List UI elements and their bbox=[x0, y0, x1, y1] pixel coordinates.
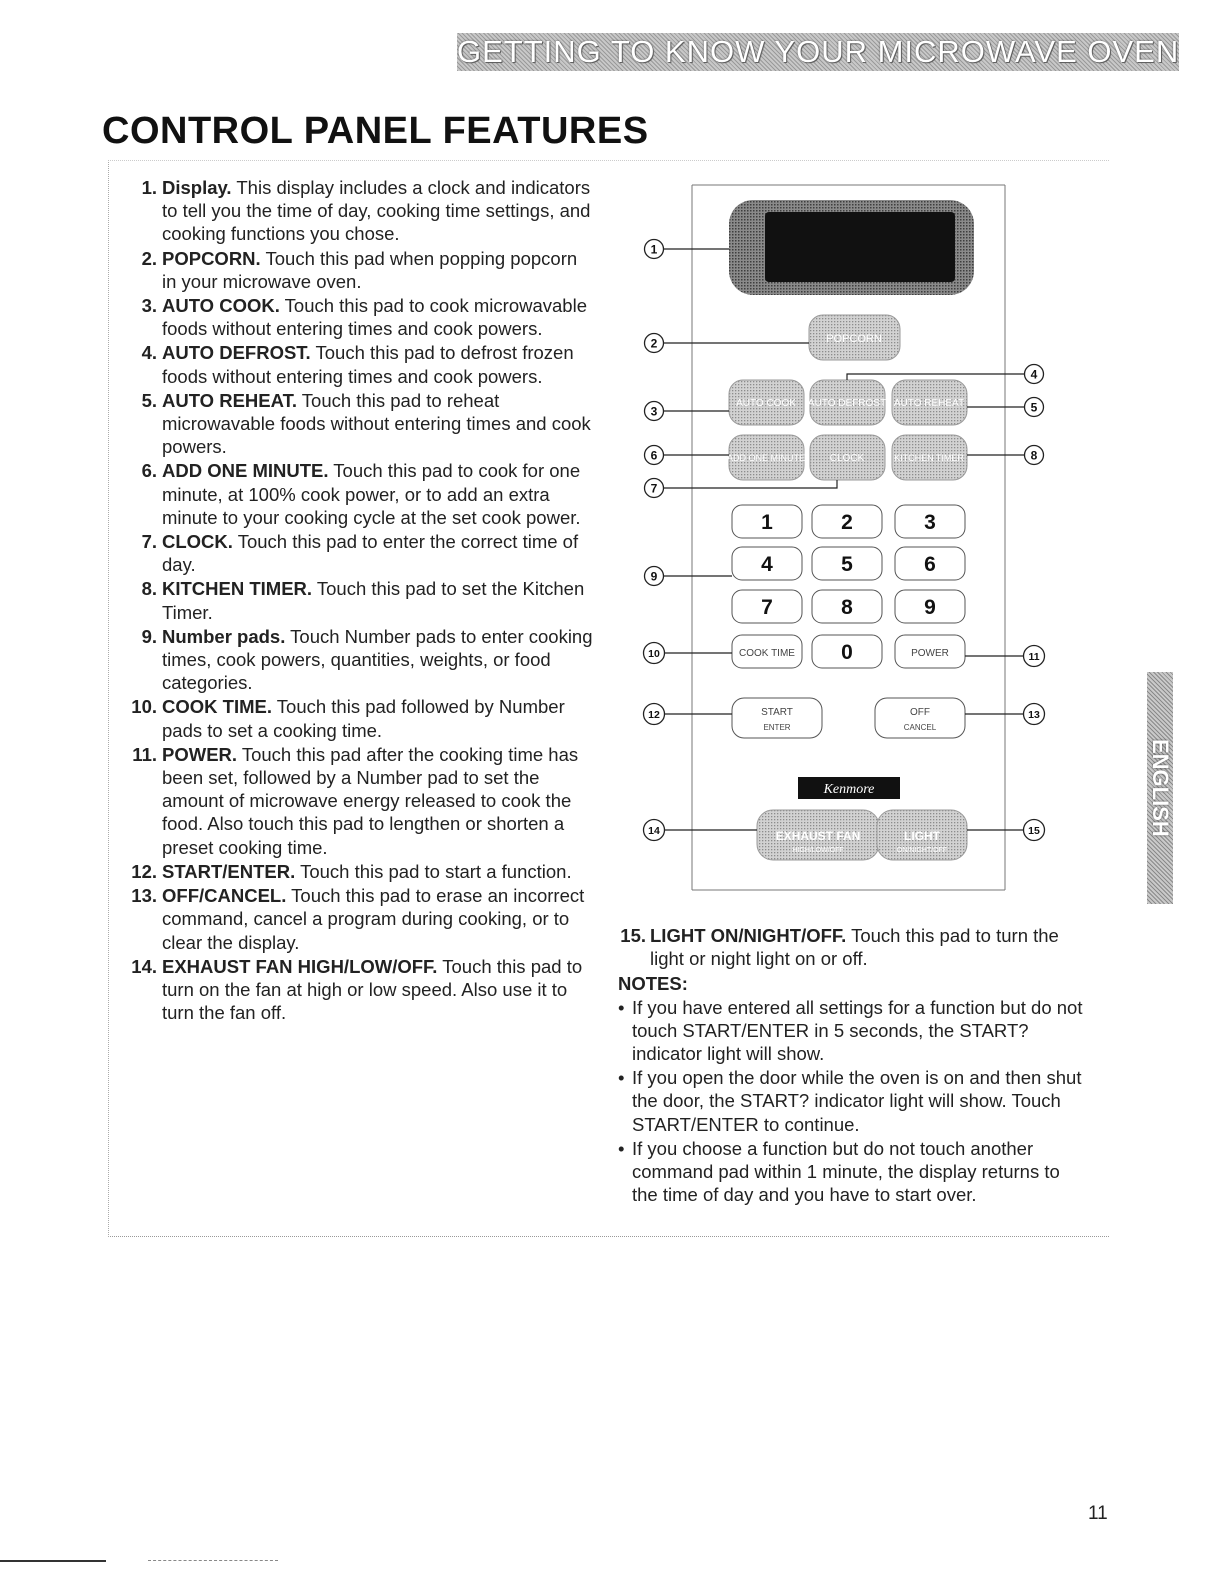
feature-term: OFF/CANCEL. bbox=[162, 885, 287, 907]
feature-description: Touch this pad to erase an incorrect command, cancel a program during cooking, or to clear the display. bbox=[162, 885, 585, 953]
feature-item bbox=[125, 530, 595, 576]
feature-item bbox=[125, 955, 595, 1025]
feature-term: EXHAUST FAN HIGH/LOW/OFF. bbox=[162, 955, 438, 977]
start-pad bbox=[732, 698, 822, 738]
callout-label: 11 bbox=[1028, 651, 1040, 663]
clock-pad-label: CLOCK bbox=[829, 453, 865, 464]
add-one-minute-pad bbox=[727, 435, 805, 480]
number-pad-label: 7 bbox=[761, 596, 773, 619]
brand-logo-text: Kenmore bbox=[823, 782, 875, 797]
feature-description: This display includes a clock and indicators to tell you the time of day, cooking time settings, and cooking functions you chose. bbox=[162, 177, 591, 245]
auto-cook-pad bbox=[729, 380, 804, 425]
feature-term: AUTO REHEAT. bbox=[162, 389, 297, 411]
feature-number: 7. bbox=[141, 531, 157, 553]
kitchen-timer-pad bbox=[892, 435, 967, 480]
number-pad-label: 0 bbox=[841, 641, 853, 664]
feature-item bbox=[125, 860, 595, 883]
feature-description: Touch this pad to set the Kitchen Timer. bbox=[162, 578, 585, 623]
auto-cook-pad-label: AUTO COOK bbox=[736, 398, 796, 409]
feature-number: 10. bbox=[131, 696, 157, 718]
callout-13 bbox=[1024, 704, 1045, 725]
number-pad-label: 4 bbox=[761, 553, 773, 576]
feature-description: Touch this pad followed by Number pads to set a cooking time. bbox=[162, 696, 565, 741]
feature-item bbox=[125, 577, 595, 623]
light-pad bbox=[877, 810, 967, 860]
note-item: • If you have entered all settings for a function but do not touch START/ENTER in 5 seconds, the START? indicator light will show. bbox=[618, 996, 1088, 1066]
popcorn-pad bbox=[809, 315, 900, 360]
feature-item-15 bbox=[618, 924, 1088, 970]
feature-number: 8. bbox=[141, 578, 157, 600]
cook-time-pad-label: COOK TIME bbox=[739, 648, 795, 659]
callout-15 bbox=[1024, 820, 1045, 841]
feature-description: Touch this pad to cook microwavable foods without entering times and cook powers. bbox=[162, 295, 587, 340]
note-item: • If you open the door while the oven is on and then shut the door, the START? indicator light will show. Touch START/ENTER to continue. bbox=[618, 1066, 1088, 1136]
page-title: CONTROL PANEL FEATURES bbox=[102, 110, 649, 152]
exhaust-fan-pad-sublabel: HIGH/LOW/OFF bbox=[792, 847, 844, 854]
auto-reheat-pad bbox=[892, 380, 967, 425]
feature-number: 9. bbox=[141, 625, 157, 647]
feature-term: POPCORN. bbox=[162, 247, 261, 269]
feature-description: Touch Number pads to enter cooking times, cook powers, quantities, weights, or food categories. bbox=[162, 625, 593, 694]
callout-label: 1 bbox=[650, 242, 658, 257]
callout-label: 7 bbox=[650, 481, 658, 496]
feature-number: 11. bbox=[132, 743, 157, 765]
callout-label: 9 bbox=[650, 569, 658, 584]
feature-number: 12. bbox=[131, 860, 157, 882]
callout-label: 4 bbox=[1030, 367, 1038, 382]
callout-3 bbox=[645, 402, 664, 421]
footer-rule bbox=[0, 1560, 106, 1562]
feature-description: Touch this pad to defrost frozen foods without entering times and cook powers. bbox=[162, 342, 574, 387]
feature-item bbox=[125, 294, 595, 340]
callout-label: 14 bbox=[648, 825, 660, 837]
light-pad-sublabel: ON/NIGHT/OFF bbox=[896, 847, 948, 854]
language-side-tab: ENGLISH bbox=[1147, 672, 1173, 904]
feature-item bbox=[125, 389, 595, 459]
callout-8 bbox=[1025, 446, 1044, 465]
feature-number: 6. bbox=[141, 460, 157, 482]
feature-item bbox=[125, 695, 595, 741]
feature-term: START/ENTER. bbox=[162, 860, 296, 882]
number-pad-label: 2 bbox=[841, 511, 853, 534]
feature-description: Touch this pad to start a function. bbox=[295, 860, 572, 882]
exhaust-fan-pad bbox=[757, 810, 879, 860]
callout-label: 12 bbox=[648, 709, 660, 721]
callout-14 bbox=[644, 820, 665, 841]
callout-2 bbox=[645, 334, 664, 353]
kitchen-timer-pad-label: KITCHEN TIMER bbox=[894, 453, 964, 463]
footer-rule-dashed bbox=[148, 1560, 278, 1562]
popcorn-pad-label: POPCORN bbox=[826, 333, 882, 345]
light-pad-label: LIGHT bbox=[904, 829, 940, 843]
feature-number: 4. bbox=[141, 342, 157, 364]
number-pad-label: 1 bbox=[761, 511, 773, 534]
number-pad-label: 5 bbox=[841, 553, 853, 576]
display-screen bbox=[765, 212, 955, 282]
right-column-text bbox=[618, 924, 1088, 1207]
number-pad-label: 6 bbox=[924, 553, 936, 576]
feature-description: Touch this pad to cook for one minute, at 100% cook power, or to add an extra minute to your cooking cycle at the set cook power. bbox=[162, 460, 581, 528]
callout-12 bbox=[644, 704, 665, 725]
off-pad bbox=[875, 698, 965, 738]
callout-4 bbox=[1025, 365, 1044, 384]
notes-heading: NOTES: bbox=[618, 973, 688, 995]
control-panel-diagram bbox=[612, 180, 1052, 895]
feature-number: 3. bbox=[141, 295, 157, 317]
feature-description: Touch this pad after the cooking time has been set, followed by a Number pad to set the amount of microwave energy released to cook the food. Also touch this pad to lengthen or shorten a preset cooking time. bbox=[162, 743, 579, 858]
feature-term: Number pads. bbox=[162, 625, 286, 647]
callout-label: 15 bbox=[1028, 825, 1040, 837]
auto-reheat-pad-label: AUTO REHEAT bbox=[893, 398, 965, 409]
feature-item bbox=[125, 743, 595, 859]
auto-defrost-pad bbox=[808, 380, 886, 425]
feature-term: COOK TIME. bbox=[162, 696, 272, 718]
auto-defrost-pad-label: AUTO DEFROST bbox=[807, 398, 887, 409]
section-header-band: GETTING TO KNOW YOUR MICROWAVE OVEN bbox=[457, 34, 1179, 69]
feature-term: AUTO DEFROST. bbox=[162, 342, 311, 364]
feature-item bbox=[125, 459, 595, 529]
feature-item bbox=[125, 176, 595, 246]
add-one-minute-pad-label: ADD ONE MINUTE bbox=[726, 453, 806, 463]
callout-label: 3 bbox=[650, 404, 658, 419]
feature-description: Touch this pad to enter the correct time of day. bbox=[162, 531, 579, 576]
feature-description: Touch this pad when popping popcorn in your microwave oven. bbox=[162, 247, 578, 292]
start-pad-label: START bbox=[761, 707, 793, 718]
feature-number: 2. bbox=[141, 247, 157, 269]
number-pad-label: 9 bbox=[924, 596, 936, 619]
exhaust-fan-pad-label: EXHAUST FAN bbox=[775, 829, 861, 843]
kenmore-logo bbox=[798, 777, 900, 799]
feature-item bbox=[125, 341, 595, 387]
callout-label: 10 bbox=[648, 648, 660, 660]
note-item: • If you choose a function but do not touch another command pad within 1 minute, the display returns to the time of day and you have to start over. bbox=[618, 1137, 1088, 1207]
number-pad-label: 3 bbox=[924, 511, 936, 534]
feature-term: CLOCK. bbox=[162, 531, 233, 553]
feature-term: KITCHEN TIMER. bbox=[162, 578, 313, 600]
callout-5 bbox=[1025, 398, 1044, 417]
callout-label: 2 bbox=[650, 336, 658, 351]
feature-number: 15. bbox=[620, 925, 646, 946]
feature-list bbox=[125, 176, 595, 1025]
feature-term: Display. bbox=[162, 177, 232, 198]
feature-term: LIGHT ON/NIGHT/OFF. bbox=[650, 925, 847, 946]
feature-term: POWER. bbox=[162, 743, 238, 765]
callout-9 bbox=[645, 567, 664, 586]
feature-term: AUTO COOK. bbox=[162, 295, 280, 317]
feature-term: ADD ONE MINUTE. bbox=[162, 460, 329, 482]
callout-7 bbox=[645, 479, 664, 498]
feature-item bbox=[125, 247, 595, 293]
power-pad-label: POWER bbox=[911, 648, 949, 659]
callout-label: 6 bbox=[650, 448, 658, 463]
page-number: 11 bbox=[1088, 1503, 1108, 1524]
feature-number: 1. bbox=[141, 177, 157, 198]
clock-pad bbox=[810, 435, 885, 480]
feature-number: 14. bbox=[131, 955, 157, 977]
feature-description: Touch this pad to turn the light or night light on or off. bbox=[650, 925, 1059, 970]
feature-description: Touch this pad to reheat microwavable foods without entering times and cook powers. bbox=[162, 389, 591, 458]
callout-11 bbox=[1024, 646, 1045, 667]
callout-6 bbox=[645, 446, 664, 465]
off-pad-label: OFF bbox=[910, 707, 930, 718]
feature-description: Touch this pad to turn on the fan at high or low speed. Also use it to turn the fan off. bbox=[162, 955, 583, 1024]
number-pad-label: 8 bbox=[841, 596, 853, 619]
callout-10 bbox=[644, 643, 665, 664]
feature-number: 13. bbox=[131, 885, 157, 907]
feature-item bbox=[125, 625, 595, 695]
callout-label: 5 bbox=[1030, 400, 1038, 415]
enter-pad-label: ENTER bbox=[763, 723, 791, 732]
callout-label: 13 bbox=[1028, 709, 1040, 721]
callout-1 bbox=[645, 240, 664, 259]
feature-number: 5. bbox=[141, 389, 157, 411]
cancel-pad-label: CANCEL bbox=[903, 723, 937, 732]
callout-label: 8 bbox=[1030, 448, 1038, 463]
feature-item bbox=[125, 884, 595, 954]
